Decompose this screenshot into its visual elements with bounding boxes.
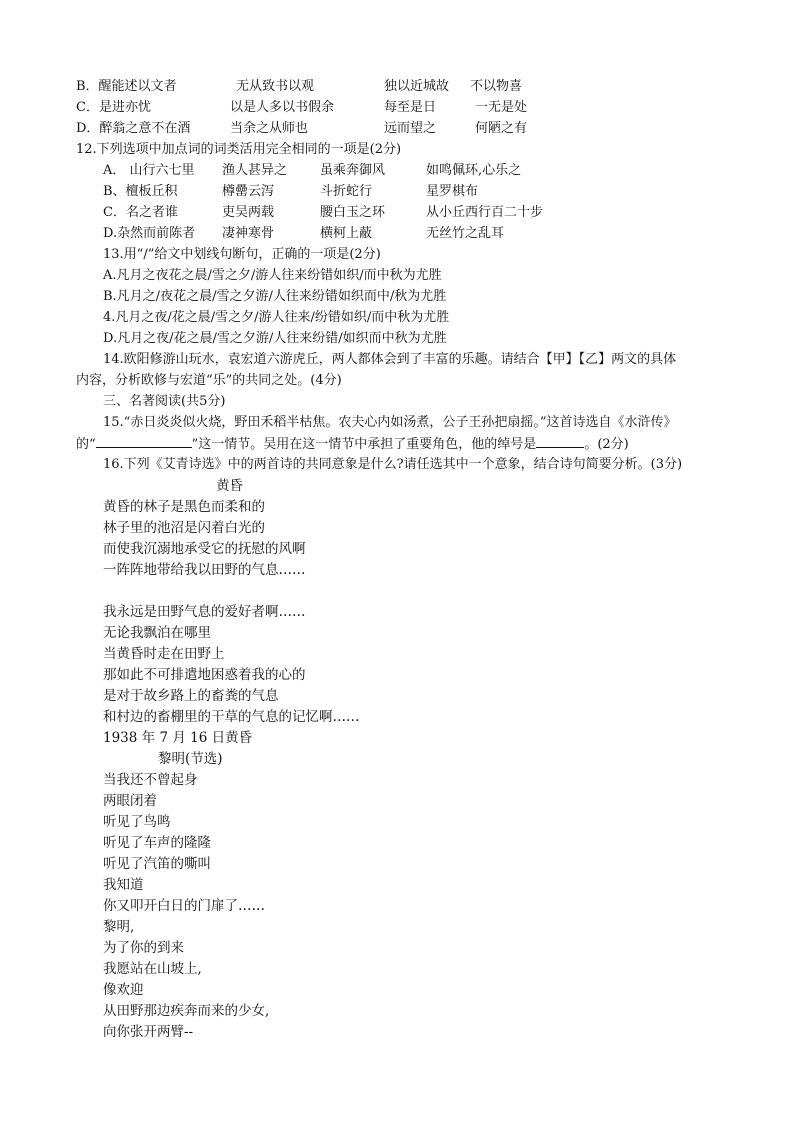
poem-2-line: 像欢迎 [103,982,144,998]
poem-1-line: 林子里的池沼是闪着白光的 [103,520,265,536]
poem-2-title: 黎明(节选) [158,751,223,767]
poem-2-line: 当我还不曾起身 [103,772,198,788]
poem-2-line: 黎明, [103,919,135,935]
q12-c-item-2: 吏吴两载 [222,205,275,220]
q12-c-item-4: 从小丘西行百二十步 [426,205,544,220]
poem-2-line: 从田野那边疾奔而来的少女, [103,1003,270,1019]
poem-2-line: 你又叩开白日的门扉了…… [103,898,265,914]
poem-1-line: 一阵阵地带给我以田野的气息…… [103,562,306,578]
q13-option-b: B.凡月之/夜花之晨/雪之夕游/人往来纷错如织而中/秋为尤胜 [103,289,447,304]
poem-1-line: 那如此不可排遣地困惑着我的心的 [103,667,306,683]
q12-a-item-2: 渔人甚异之 [222,163,288,178]
q12-c-item-3: 腰白玉之环 [320,205,386,220]
q15-line-2 [76,435,629,454]
poem-2-line: 听见了鸟鸣 [103,814,171,830]
q11-d-item-2: 当余之从师也 [230,121,309,136]
q12-stem: 12.下列选项中加点词的词类活用完全相同的一项是(2分) [76,142,402,157]
q12-a-item-3: 虽乘奔御风 [320,163,386,178]
q12-b-item-3: 斗折蛇行 [320,184,373,199]
q11-d-item-1: D．醉翁之意不在酒 [76,121,191,136]
q13-option-c: 4.凡月之夜/花之晨/雪之夕/游人往来/纷错如织/而中秋为尤胜 [103,310,450,325]
q12-d-item-2: 凄神寒骨 [222,226,275,241]
q15-answer-blank-1[interactable] [96,435,192,448]
poem-1-line: 和村边的畜棚里的干草的气息的记忆啊…… [103,709,360,725]
q15-prefix: 的“ [76,437,96,452]
q13-stem: 13.用“/”给文中划线句断句，正确的一项是(2分) [103,247,381,262]
q15-line-1: 15.“赤日炎炎似火烧，野田禾稻半枯焦。农夫心内如汤煮，公子王孙把扇摇。”这首诗选自《水浒传》 [103,415,677,430]
q12-b-item-2: 樽罍云泻 [222,184,275,199]
q11-b-item-2: 无从致书以观 [236,79,315,94]
poem-2-line: 向你张开两臂-- [103,1024,194,1040]
q12-b-item-1: B、檀板丘积 [103,184,178,199]
poem-2-line: 我知道 [103,877,144,893]
poem-1-line: 是对于故乡路上的畜粪的气息 [103,688,279,704]
poem-2-line: 两眼闭着 [103,793,157,809]
poem-1-line: 我永远是田野气息的爱好者啊…… [103,604,306,620]
poem-2-line: 为了你的到来 [103,940,184,956]
q11-c-item-4: 一无是处 [475,100,528,115]
poem-1-line: 而使我沉溺地承受它的抚慰的风啊 [103,541,306,557]
q11-d-item-3: 远而望之 [384,121,437,136]
poem-1-date: 1938 年 7 月 16 日黄昏 [103,730,253,746]
q12-d-item-3: 横柯上蔽 [320,226,373,241]
poem-1-line: 当黄昏时走在田野上 [103,646,225,662]
q13-option-d: D.凡月之夜/花之晨/雪之夕游/人往来纷错/如织而中秋为尤胜 [103,331,447,346]
q15-answer-blank-2[interactable] [536,435,584,448]
q14-line-2: 内容，分析欧修与宏道“乐”的共同之处。(4分) [76,373,342,388]
q11-b-item-4: 不以物喜 [470,79,523,94]
q11-b-item-3: 独以近城故 [384,79,450,94]
poem-1-line: 无论我飘泊在哪里 [103,625,211,641]
q12-d-item-1: D.杂然而前陈者 [103,226,196,241]
q15-mid: ”这一情节。吴用在这一情节中承担了重要角色，他的绰号是 [191,437,537,452]
q14-line-1: 14.欧阳修游山玩水，袁宏道六游虎丘，两人都体会到了丰富的乐趣。请结合【甲】【乙】两文的具体 [103,352,677,367]
q15-suffix: 。(2分) [584,437,629,452]
q13-option-a: A.凡月之夜花之晨/雪之夕/游人往来纷错如织/而中秋为尤胜 [103,268,442,283]
poem-2-line: 听见了汽笛的嘶叫 [103,856,211,872]
q11-b-item-1: B．醒能述以文者 [76,79,177,94]
poem-2-line: 我愿站在山坡上, [103,961,202,977]
q12-a-item-4: 如鸣佩环,心乐之 [426,163,522,178]
q11-c-item-1: C．是进亦忧 [76,100,151,115]
poem-1-line: 黄昏的林子是黑色而柔和的 [103,499,265,515]
q12-b-item-4: 星罗棋布 [426,184,479,199]
q11-c-item-3: 每至是日 [384,100,437,115]
poem-1-title: 黄昏 [216,478,243,494]
section-3-heading: 三、名著阅读(共5分) [103,394,226,409]
q16-stem: 16.下列《艾青诗选》中的两首诗的共同意象是什么?请任选其中一个意象，结合诗句简要分析。(3分) [103,457,683,472]
poem-2-line: 听见了车声的隆隆 [103,835,211,851]
q12-c-item-1: C．名之者谁 [103,205,178,220]
q12-d-item-4: 无丝竹之乱耳 [426,226,505,241]
q11-d-item-4: 何陋之有 [475,121,528,136]
q11-c-item-2: 以是人多以书假余 [230,100,335,115]
q12-a-item-1: A． 山行六七里 [103,163,195,178]
